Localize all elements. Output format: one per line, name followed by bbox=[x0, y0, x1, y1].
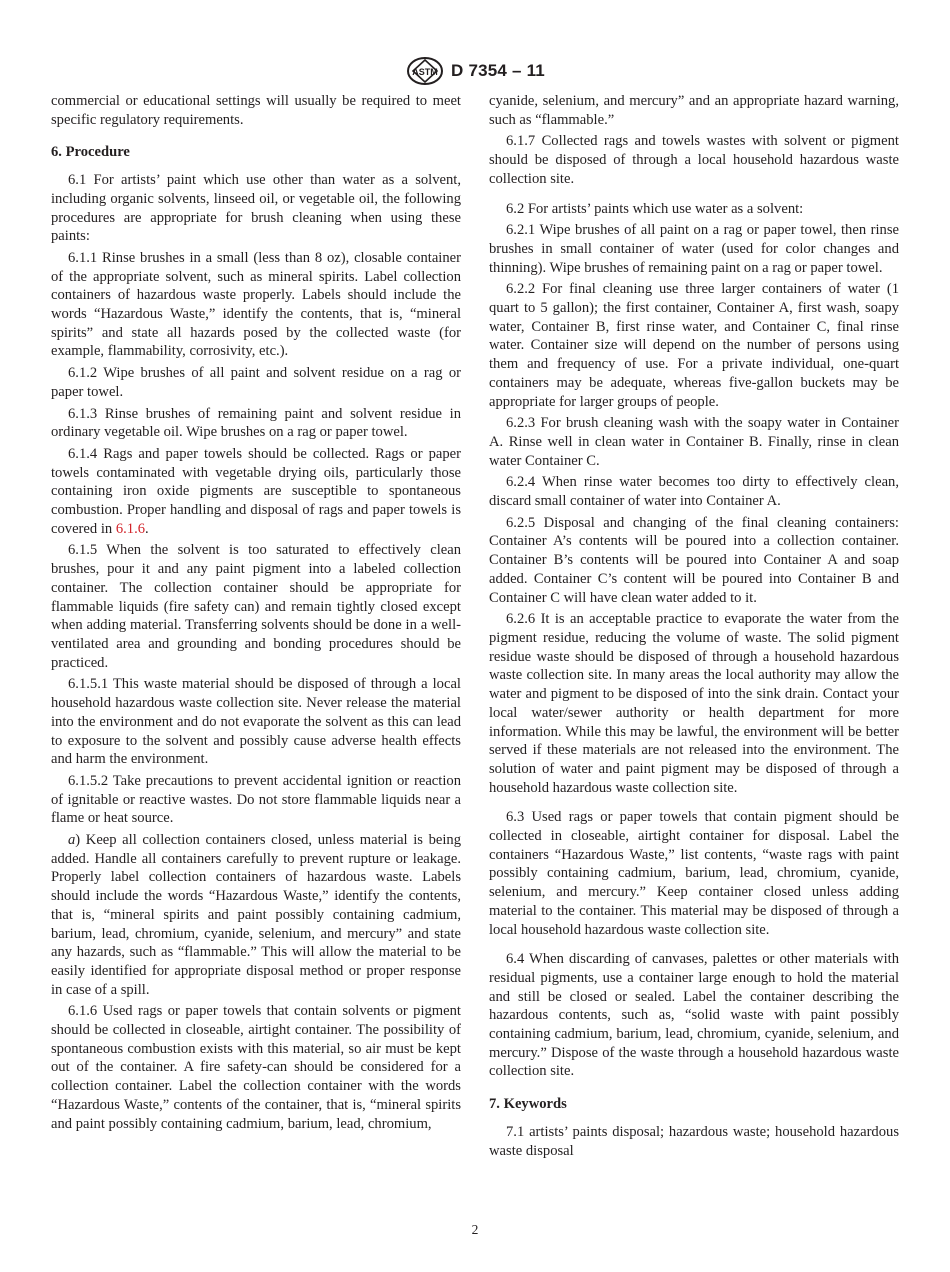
svg-text:ASTM: ASTM bbox=[412, 67, 438, 77]
paragraph-6-1-6-continued: cyanide, selenium, and mercury” and an appropriate hazard warning, such as “flammable.” bbox=[489, 93, 899, 128]
paragraph-6-1-3: 6.1.3 Rinse brushes of remaining paint and solvent residue in ordinary vegetable oil. Wipe brushes on a rag or paper towel. bbox=[51, 405, 461, 441]
paragraph-a-text: ) Keep all collection containers closed, unless material is being added. Handle all containers carefully to prevent rupture or leakage. Properly label collection containers of hazardous waste. Labels should include the words “Hazardous Waste,” identify the contents, that is, “mineral spirits and paint possibly containing cadmium, barium, lead, chromium, cyanide, selenium, and mercury” and state any hazards, such as “flammable.” This will allow the material to be easily identified for appropriate disposal method or proper response in case of a spill. bbox=[51, 832, 461, 998]
paragraph-6-3: 6.3 Used rags or paper towels that contain pigment should be collected in closeable, airtight container for disposal. Label the containers “Hazardous Waste,” list contents, “waste rags with paint possibly containing cadmium, barium, lead, chromium, cyanide, selenium, and mercury.” Keep container closed unless adding material to the container. This material may be disposed of through a local household hazardous waste collection site. bbox=[489, 809, 899, 938]
paragraph-6-2-1: 6.2.1 Wipe brushes of all paint on a rag or paper towel, then rinse brushes in small container of water (used for color changes and thinning). Wipe brushes of remaining paint on a rag or paper towel. bbox=[489, 222, 899, 276]
paragraph-6-1-5-2: 6.1.5.2 Take precautions to prevent accidental ignition or reaction of ignitable or reactive wastes. Do not store flammable liquids near a flame or heat source. bbox=[51, 772, 461, 827]
document-number: D 7354 – 11 bbox=[451, 61, 545, 80]
paragraph-6-2-5: 6.2.5 Disposal and changing of the final cleaning containers: Container A’s contents will be poured into a collection container. Container B’s contents will be poured into Container A and soap added. Container C’s content will be poured into Container B and Container C will have clean water added to it. bbox=[489, 514, 899, 606]
paragraph-6-1-7: 6.1.7 Collected rags and towels wastes with solvent or pigment should be disposed of through a local household hazardous waste collection site. bbox=[489, 133, 899, 187]
astm-logo-icon bbox=[405, 57, 445, 85]
section-heading-keywords: 7. Keywords bbox=[489, 1096, 567, 1113]
paragraph-6-2-3: 6.2.3 For brush cleaning wash with the soapy water in Container A. Rinse well in clean water in Container B. Finally, rinse in clean water Container C. bbox=[489, 415, 899, 469]
cross-reference-link-6-1-6[interactable]: 6.1.6 bbox=[115, 520, 146, 537]
page-header bbox=[0, 56, 950, 86]
paragraph-6-2: 6.2 For artists’ paints which use water as a solvent: bbox=[506, 200, 804, 217]
paragraph-6-1-4-end: . bbox=[145, 520, 149, 537]
paragraph-6-2-6: 6.2.6 It is an acceptable practice to evaporate the water from the pigment residue, reducing the volume of waste. The solid pigment residue waste should be disposed of through a household hazardous waste collection site. In many areas the local authority may allow the water and pigment to be disposed of into the sink drain. Contact your local water/sewer authority or health department for more information. While this may be lawful, the environment will be better served if these materials are not released into the environment. The solution of water and paint pigment may be disposed of through a household hazardous waste collection site. bbox=[489, 611, 899, 796]
paragraph-6-1-6: 6.1.6 Used rags or paper towels that contain solvents or pigment should be collected in closeable, airtight container. The possibility of spontaneous combustion exists with this material, so air must be kept out of the container. A fire safety-can should be considered for a collection container. Label the collection container with the words “Hazardous Waste,” contents of the container, that is, “mineral spirits and paint possibly containing cadmium, barium, lead, chromium, bbox=[51, 1003, 461, 1132]
paragraph-6-2-4: 6.2.4 When rinse water becomes too dirty to effectively clean, discard small container of water into Container A. bbox=[489, 474, 899, 510]
right-column bbox=[489, 92, 899, 1163]
paragraph-6-2-2: 6.2.2 For final cleaning use three larger containers of water (1 quart to 5 gallon); the first container, Container A, first wash, soapy water, Container B, first rinse water, and Container C, final rinse water. Container size will depend on the number of persons using them and frequency of use. For a private individual, one-quart containers may be adequate, whereas five-gallon buckets may be appropriate for larger groups of people. bbox=[489, 281, 899, 410]
paragraph-a bbox=[51, 831, 461, 999]
page-number: 2 bbox=[471, 1222, 479, 1237]
paragraph-6-1: 6.1 For artists’ paint which use other than water as a solvent, including organic solvents, linseed oil, or vegetable oil, the following procedures are appropriate for brush cleaning when using these paints: bbox=[51, 172, 461, 245]
paragraph-6-4: 6.4 When discarding of canvases, palettes or other materials with residual pigments, use a container large enough to hold the material and still be closed or sealed. Label the container describing the hazardous contents, such as, “solid waste with paint possibly containing cadmium, barium, lead, chromium, cyanide, selenium, and mercury.” Dispose of the waste through a household hazardous waste collection site. bbox=[489, 951, 899, 1080]
paragraph-6-1-5: 6.1.5 When the solvent is too saturated to effectively clean brushes, pour it and any paint pigment into a labeled collection container. The collection container should be appropriate for flammable liquids (fire safety can) and remain tightly closed except when adding material. Transferring solvents should be done in a well-ventilated area and grounding and bonding procedures should be practiced. bbox=[51, 542, 461, 671]
paragraph-7-1: 7.1 artists’ paints disposal; hazardous waste; household hazardous waste disposal bbox=[489, 1123, 899, 1159]
paragraph-6-1-2: 6.1.2 Wipe brushes of all paint and solvent residue on a rag or paper towel. bbox=[51, 365, 461, 400]
left-column bbox=[51, 92, 461, 1136]
section-heading-procedure: 6. Procedure bbox=[51, 144, 130, 161]
paragraph-6-1-4-text: 6.1.4 Rags and paper towels should be collected. Rags or paper towels contaminated with vegetable drying oils, particularly those containing iron oxide pigments are susceptible to spontaneous combustion. Proper handling and disposal of rags and paper towels is covered in bbox=[51, 445, 461, 537]
paragraph-intro-continued: commercial or educational settings will usually be required to meet specific regulatory requirements. bbox=[51, 93, 461, 128]
paragraph-6-1-5-1: 6.1.5.1 This waste material should be disposed of through a local household hazardous waste collection site. Never release the material into the environment and do not evaporate the solvent as this can lead to exposure to the solvent and possibly cause adverse health effects and harm the environment. bbox=[51, 676, 461, 768]
list-label-a: a bbox=[68, 832, 76, 849]
paragraph-6-1-4 bbox=[51, 445, 461, 539]
paragraph-6-1-1: 6.1.1 Rinse brushes in a small (less than 8 oz), closable container of the appropriate solvent, such as mineral spirits. Label collection containers of hazardous waste properly. Labels should include the words “Hazardous Waste,” identify the contents, that is, “mineral spirits” and state all hazards posed by the collected waste (for example, flammability, corrosivity, etc.). bbox=[51, 249, 461, 360]
